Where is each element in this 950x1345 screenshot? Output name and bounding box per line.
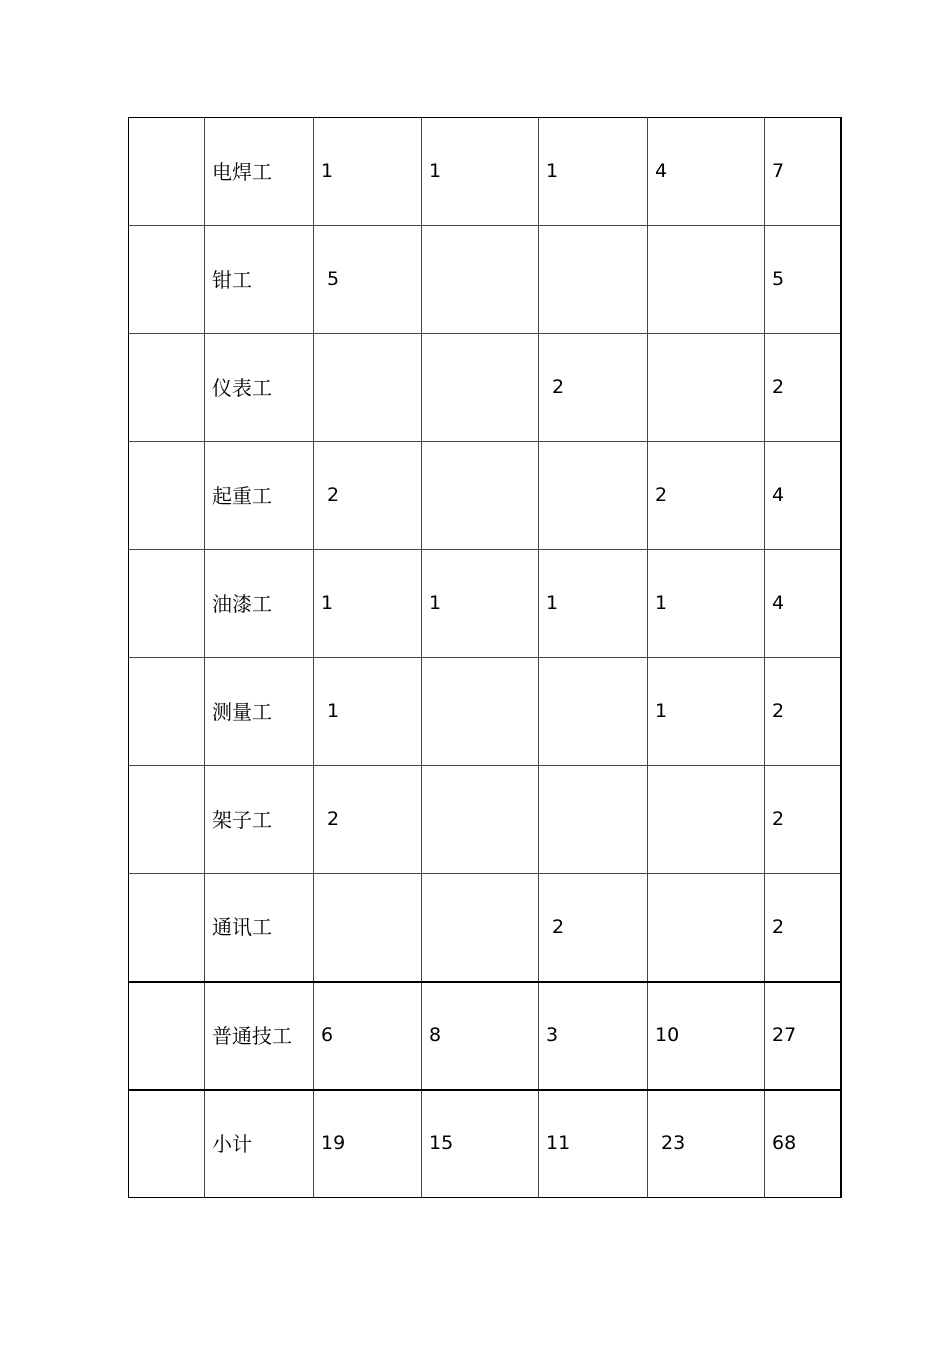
count-cell [648, 874, 765, 982]
count-cell [422, 442, 539, 550]
trade-name-cell: 通讯工 [205, 874, 314, 982]
count-cell [314, 334, 422, 442]
category-cell [129, 766, 205, 874]
trade-name-cell: 架子工 [205, 766, 314, 874]
table-row-fitter [129, 226, 841, 334]
count-cell [539, 226, 648, 334]
total-cell: 2 [765, 766, 841, 874]
category-cell [129, 550, 205, 658]
total-cell: 2 [765, 658, 841, 766]
trade-name-cell: 电焊工 [205, 118, 314, 226]
trade-name-cell: 普通技工 [205, 982, 314, 1090]
total-cell: 2 [765, 874, 841, 982]
count-cell [422, 334, 539, 442]
count-cell: 2 [539, 874, 648, 982]
total-cell: 7 [765, 118, 841, 226]
count-cell [422, 766, 539, 874]
count-cell: 4 [648, 118, 765, 226]
count-cell [422, 874, 539, 982]
count-cell: 1 [648, 550, 765, 658]
count-cell: 11 [539, 1090, 648, 1198]
trade-name-cell: 起重工 [205, 442, 314, 550]
table-row-general-worker [129, 982, 841, 1090]
count-cell: 1 [648, 658, 765, 766]
category-cell [129, 118, 205, 226]
count-cell [539, 442, 648, 550]
count-cell: 1 [314, 658, 422, 766]
count-cell [314, 874, 422, 982]
trade-name-cell: 测量工 [205, 658, 314, 766]
total-cell: 27 [765, 982, 841, 1090]
trade-name-cell: 钳工 [205, 226, 314, 334]
table-row-painter [129, 550, 841, 658]
count-cell [422, 658, 539, 766]
category-cell [129, 982, 205, 1090]
category-cell [129, 442, 205, 550]
trade-name-cell: 油漆工 [205, 550, 314, 658]
count-cell [648, 334, 765, 442]
table-row-scaffolder [129, 766, 841, 874]
count-cell: 15 [422, 1090, 539, 1198]
count-cell [648, 766, 765, 874]
total-cell: 4 [765, 550, 841, 658]
table-row-subtotal [129, 1090, 841, 1198]
table-row-telecom [129, 874, 841, 982]
total-cell: 5 [765, 226, 841, 334]
total-cell: 68 [765, 1090, 841, 1198]
count-cell: 23 [648, 1090, 765, 1198]
count-cell [539, 658, 648, 766]
trade-name-cell: 仪表工 [205, 334, 314, 442]
count-cell: 1 [314, 550, 422, 658]
category-cell [129, 334, 205, 442]
count-cell: 2 [314, 766, 422, 874]
total-cell: 2 [765, 334, 841, 442]
count-cell: 1 [314, 118, 422, 226]
labor-allocation-table [128, 117, 842, 1198]
category-cell [129, 658, 205, 766]
count-cell: 2 [539, 334, 648, 442]
trade-name-cell: 小计 [205, 1090, 314, 1198]
table-row-instrument [129, 334, 841, 442]
count-cell: 5 [314, 226, 422, 334]
table-row-surveyor [129, 658, 841, 766]
count-cell: 1 [422, 118, 539, 226]
table-row-welder [129, 118, 841, 226]
count-cell [648, 226, 765, 334]
count-cell: 8 [422, 982, 539, 1090]
count-cell [539, 766, 648, 874]
count-cell: 1 [539, 550, 648, 658]
count-cell: 2 [648, 442, 765, 550]
count-cell: 10 [648, 982, 765, 1090]
total-cell: 4 [765, 442, 841, 550]
count-cell: 1 [539, 118, 648, 226]
count-cell: 1 [422, 550, 539, 658]
category-cell [129, 226, 205, 334]
count-cell: 2 [314, 442, 422, 550]
count-cell [422, 226, 539, 334]
table-row-rigger [129, 442, 841, 550]
count-cell: 6 [314, 982, 422, 1090]
count-cell: 3 [539, 982, 648, 1090]
category-cell [129, 1090, 205, 1198]
category-cell [129, 874, 205, 982]
count-cell: 19 [314, 1090, 422, 1198]
